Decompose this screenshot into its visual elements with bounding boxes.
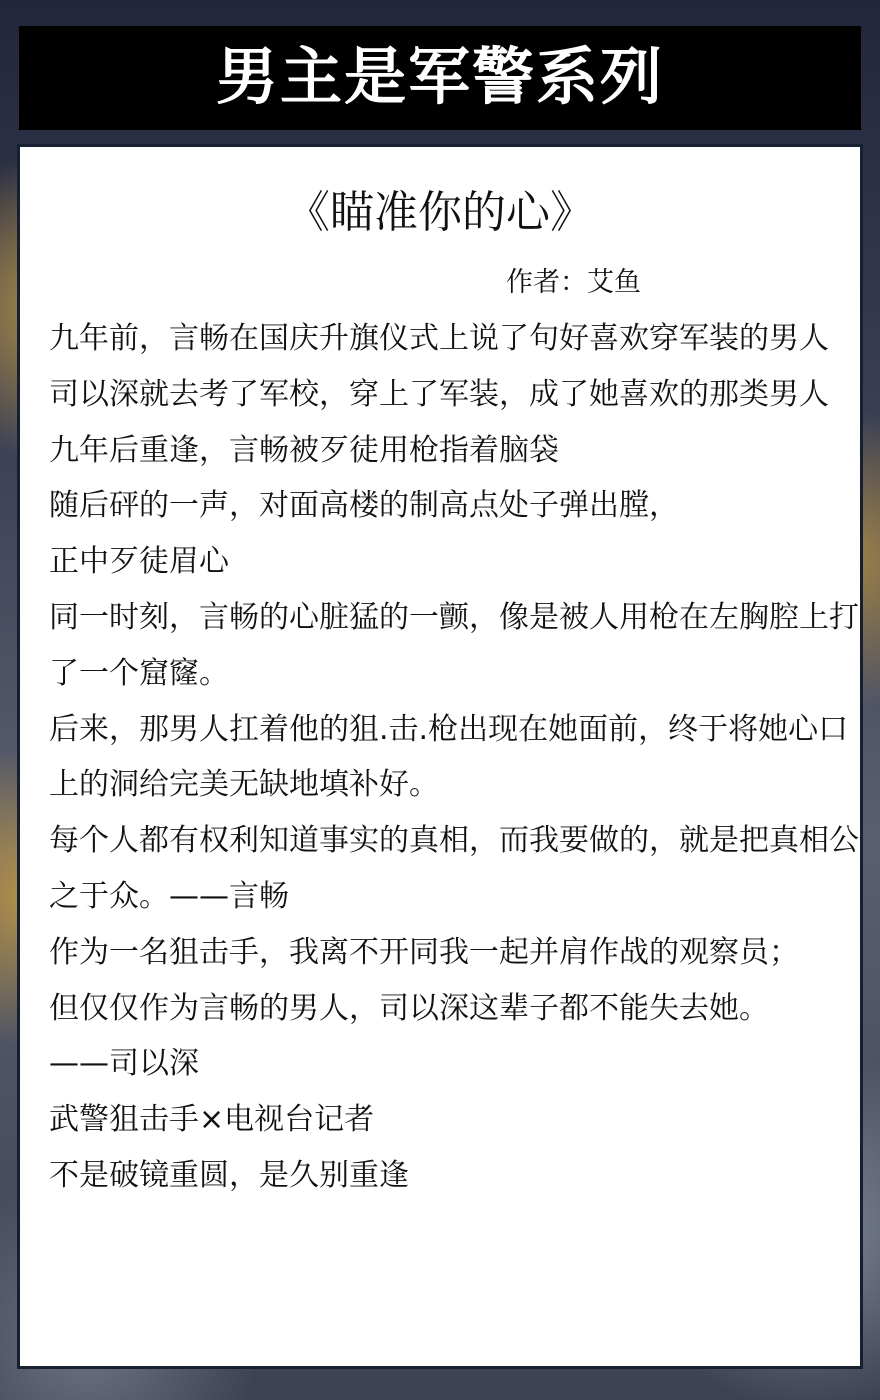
synopsis-paragraph: 司以深就去考了军校，穿上了军装，成了她喜欢的那类男人: [49, 376, 829, 412]
synopsis-paragraph: 正中歹徒眉心: [49, 544, 229, 580]
synopsis-paragraph: 随后砰的一声，对面高楼的制高点处子弹出膛，: [49, 488, 679, 524]
synopsis-paragraph: 但仅仅作为言畅的男人，司以深这辈子都不能失去她。: [49, 990, 769, 1026]
book-card: [17, 144, 863, 1369]
synopsis-paragraph: 九年前，言畅在国庆升旗仪式上说了句好喜欢穿军装的男人: [49, 321, 829, 356]
synopsis-paragraph: 不是破镜重圆，是久别重逢: [49, 1157, 409, 1193]
synopsis-paragraph: 作为一名狙击手，我离不开同我一起并肩作战的观察员；: [49, 934, 799, 970]
synopsis: [49, 311, 859, 1204]
author-line: 作者：艾鱼: [506, 267, 641, 298]
synopsis-paragraph: ——司以深: [49, 1046, 199, 1082]
book-title: 《瞄准你的心》: [286, 187, 594, 238]
synopsis-paragraph: 九年后重逢，言畅被歹徒用枪指着脑袋: [49, 432, 559, 468]
synopsis-paragraph: 同一时刻，言畅的心脏猛的一颤，像是被人用枪在左胸腔上打了一个窟窿。: [49, 599, 859, 691]
synopsis-paragraph: 后来，那男人扛着他的狙.击.枪出现在她面前，终于将她心口上的洞给完美无缺地填补好。: [49, 711, 849, 803]
header-bar: [19, 26, 861, 130]
synopsis-paragraph: 每个人都有权利知道事实的真相，而我要做的，就是把真相公之于众。——言畅: [49, 823, 859, 914]
series-title: 男主是军警系列: [215, 40, 664, 113]
synopsis-paragraph: 武警狙击手×电视台记者: [49, 1102, 375, 1138]
